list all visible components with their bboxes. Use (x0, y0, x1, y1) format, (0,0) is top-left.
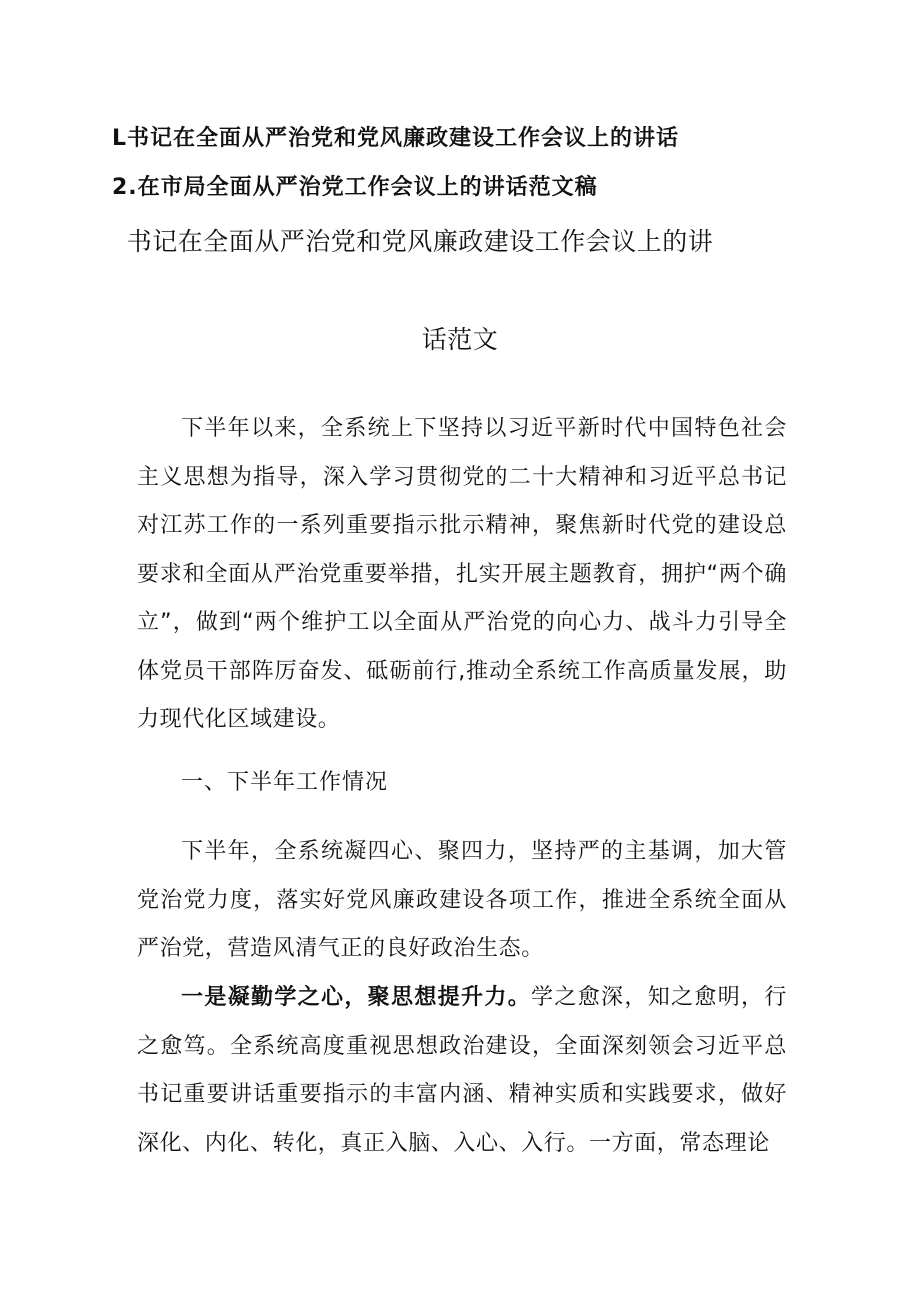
toc-item-2: 2.在市局全面从严治党工作会议上的讲话范文稿 (112, 175, 598, 200)
toc-item-1: L书记在全面从严治党和党风廉政建设工作会议上的讲话 (112, 126, 680, 151)
point-1-paragraph (137, 974, 787, 1168)
document-title-line-2: 话范文 (421, 325, 499, 354)
intro-paragraph: 下半年以来，全系统上下坚持以习近平新时代中国特色社会主义思想为指导，深入学习贯彻党的二十大精神和习近平总书记对江苏工作的一系列重要指示批示精神，聚焦新时代党的建设总要求和全面从严治党重要举措，扎实开展主题教育，拥护“两个确立”，做到“两个维护工以全面从严治党的向心力、战斗力引导全体党员干部阵厉奋发、砥砺前行,推动全系统工作高质量发展，助力现代化区域建设。 (137, 416, 787, 732)
document-title-line-1: 书记在全面从严治党和党风廉政建设工作会议上的讲 (126, 227, 714, 256)
section-heading-1: 一、下半年工作情况 (181, 770, 389, 795)
section-1-paragraph: 下半年，全系统凝四心、聚四力，坚持严的主基调，加大管党治党力度，落实好党风廉政建设各项工作，推进全系统全面从严治党，营造风清气正的良好政治生态。 (137, 839, 787, 961)
point-1-lead: 一是凝勤学之心，聚思想提升力。 (181, 985, 532, 1010)
point-1-text: 学之愈深，知之愈明，行之愈笃。全系统高度重视思想政治建设，全面深刻领会习近平总书记重要讲话重要指示的丰富内涵、精神实质和实践要求，做好深化、内化、转化，真正入脑、入心、入行。一方面，常态理论 (137, 985, 787, 1156)
